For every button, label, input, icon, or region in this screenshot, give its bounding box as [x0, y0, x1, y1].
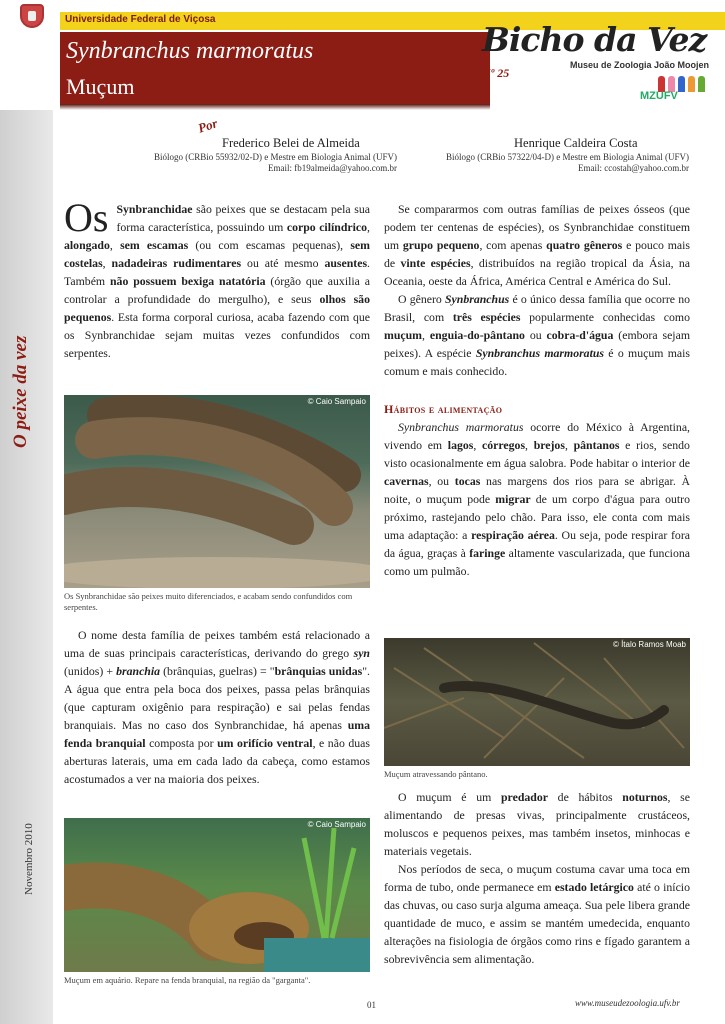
intro-paragraph: Os Synbranchidae são peixes que se destacam pela sua forma característica, possuindo um corpo cilíndrico, alongado, sem escamas (ou com escamas pequenas), sem costelas, nadadeiras rudimentares ou até mesmo ausentes. Também não possuem bexiga natatória (órgão que auxilia a controlar a profundidade do mergulho), e seus olhos são pequenos. Esta forma corporal curiosa, acaba fazendo com que os Synbranchidae sejam muitas vezes confundidos com serpentes. [64, 195, 371, 360]
section-title: O peixe da vez [10, 335, 31, 448]
author-1-credentials: Biólogo (CRBio 55932/02-D) e Mestre em Biologia Animal (UFV) Email: fb19almeida@yahoo.com.br [154, 152, 397, 173]
website-link[interactable]: www.museudezoologia.ufv.br [575, 998, 680, 1008]
scientific-name: Synbranchus marmoratus [66, 38, 314, 64]
photo-credit: © Caio Sampaio [307, 820, 366, 829]
photo-credit: © Caio Sampaio [307, 397, 366, 406]
photo-aquarium [64, 818, 370, 972]
caption-3: Muçum atravessando pântano. [384, 769, 488, 779]
photo-credit: © Ítalo Ramos Moab [612, 640, 686, 649]
drop-cap: Os [64, 195, 109, 240]
photo-synbranchidae [64, 395, 370, 588]
museum-name: Museu de Zoologia João Moojen [570, 60, 710, 70]
author-2-name: Henrique Caldeira Costa [514, 136, 638, 150]
page-number: 01 [367, 1000, 376, 1010]
publication-title: Bicho da Vez [482, 20, 707, 59]
edition-date: Novembro 2010 [23, 823, 35, 895]
right-column-text: Se compararmos com outras famílias de peixes ósseos (que podem ter centenas de espécies), os Synbranchidae constituem um grupo pequeno, com apenas quatro gêneros e pouco mais de vinte espécies, distribuídos na região tropical da Ásia, na Oceania, oeste da África, América Central e América do Sul. O gênero Synbranchus é o único dessa família que ocorre no Brasil, com três espécies popularmente conhecidas como muçum, enguia-do-pântano ou cobra-d'água (embora sejam peixes). A espécie Synbranchus marmoratus é o muçum mais comum e mais conhecido. Hábitos e alimentação Synbranchus marmoratus ocorre do México à Argentina, vivendo em lagos, córregos, brejos, pântanos e rios, sendo visto ocasionalmente em água salobra. Pode habitar o interior de cavernas, ou tocas nas margens dos rios para se abrigar. À noite, o muçum pode migrar de um corpo d'água para outro próximo, rastejando pelo chão. Para isso, ele conta com mais uma adaptação: a respiração aérea. Ou seja, pode respirar fora da água, graças à faringe altamente vascularizada, que funciona como um pulmão. [384, 202, 691, 578]
author-2-credentials: Biólogo (CRBio 57322/04-D) e Mestre em Biologia Animal (UFV) Email: ccostah@yahoo.com.br [446, 152, 689, 173]
by-label: Por [196, 115, 220, 136]
photo-swamp [384, 638, 690, 766]
eel-illustration [64, 395, 370, 588]
author-1-name: Frederico Belei de Almeida [222, 136, 360, 150]
etymology-paragraph: O nome desta família de peixes também está relacionado a uma de suas principais características, derivando do grego syn (unidos) + branchia (brânquias, guelras) = "brânquias unidas". A água que entra pela boca dos peixes, passa pelas brânquias (que capturam oxigênio para respiração) e sai pelas fendas branquiais. Mas no caso dos Synbranchidae, há apenas uma fenda branquial composta por um orifício ventral, e não duas aberturas laterais, uma em cada lado da cabeça, como estamos acostumados a ver na maioria dos peixes. [64, 628, 370, 786]
diet-paragraph: O muçum é um predador de hábitos noturnos, se alimentando de presas vivas, principalmente crustáceos, moluscos e pequenos peixes, mas também insetos, minhocas e materiais vegetais. Nos períodos de seca, o muçum costuma cavar uma toca em forma de tubo, onde permanece em estado letárgico até o início das chuvas, ou caso surja alguma ameaça. Sua pele libera grande quantidade de muco, e assim se mantém umedecida, enquanto alterações na fisiologia de órgãos como rins e fígado garantem a sobrevivência sem alimentação. [384, 790, 691, 966]
mzufv-logo: MZUFV [640, 74, 710, 102]
crest-icon [20, 4, 44, 28]
section-heading: Hábitos e alimentação [384, 402, 503, 416]
sidebar [0, 110, 53, 1024]
university-name: Universidade Federal de Viçosa [65, 14, 216, 25]
caption-2: Muçum em aquário. Repare na fenda branquial, na região da "garganta". [64, 975, 311, 985]
caption-1: Os Synbranchidae são peixes muito diferenciados, e acabam sendo confundidos com serpentes. [64, 591, 353, 612]
common-name: Muçum [66, 74, 135, 99]
ufv-logo [0, 0, 60, 36]
issue-number: Nº 25 [482, 66, 510, 80]
